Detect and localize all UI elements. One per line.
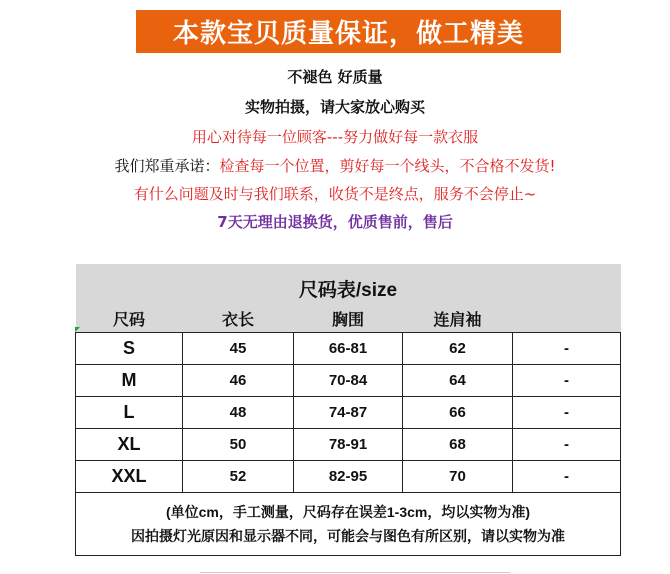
color-note: 因拍摄灯光原因和显示器不同，可能会与图色有所区别，请以实物为准: [131, 528, 565, 544]
size-note: [76, 493, 621, 556]
length-cell: 45: [183, 333, 294, 365]
header-size: 尺码: [76, 304, 183, 333]
header-extra: [513, 304, 621, 333]
length-cell: 48: [183, 397, 294, 429]
banner-text: 本款宝贝质量保证，做工精美: [172, 19, 524, 49]
title-banner: [136, 10, 561, 53]
extra-cell: -: [513, 429, 621, 461]
header-chest: 胸围: [294, 304, 403, 333]
header-length: 衣长: [183, 304, 294, 333]
size-cell: M: [76, 365, 183, 397]
sleeve-cell: 66: [403, 397, 513, 429]
chest-cell: 78-91: [294, 429, 403, 461]
length-cell: 52: [183, 461, 294, 493]
table-row: [76, 365, 621, 397]
sleeve-cell: 62: [403, 333, 513, 365]
chest-cell: 66-81: [294, 333, 403, 365]
cell-corner-marker: [75, 327, 80, 332]
return-policy-line: 7天无理由退换货，优质售前，售后: [217, 213, 453, 231]
photo-line: 实物拍摄，请大家放心购买: [244, 98, 425, 116]
extra-cell: -: [513, 461, 621, 493]
length-cell: 50: [183, 429, 294, 461]
customer-line: 用心对待每一位顾客---努力做好每一款衣服: [191, 128, 479, 146]
measurement-note: (单位cm，手工测量，尺码存在误差1-3cm，均以实物为准): [165, 504, 531, 520]
bottom-divider: [200, 572, 510, 573]
chest-cell: 70-84: [294, 365, 403, 397]
chest-cell: 74-87: [294, 397, 403, 429]
table-row: [76, 397, 621, 429]
size-chart-title: 尺码表/size: [76, 264, 621, 304]
extra-cell: -: [513, 397, 621, 429]
quality-line: 不褪色 好质量: [287, 68, 383, 86]
size-cell: S: [76, 333, 183, 365]
table-row: [76, 333, 621, 365]
promise-line: [0, 155, 670, 176]
chest-cell: 82-95: [294, 461, 403, 493]
size-note-row: [76, 493, 621, 556]
length-cell: 46: [183, 365, 294, 397]
size-cell: L: [76, 397, 183, 429]
promise-text: 检查每一个位置，剪好每一个线头，不合格不发货!: [219, 157, 556, 175]
size-cell: XXL: [76, 461, 183, 493]
size-chart-header-row: [76, 304, 621, 333]
service-line: 有什么问题及时与我们联系，收货不是终点，服务不会停止~: [133, 185, 537, 203]
sleeve-cell: 70: [403, 461, 513, 493]
header-sleeve: 连肩袖: [403, 304, 513, 333]
extra-cell: -: [513, 333, 621, 365]
sleeve-cell: 64: [403, 365, 513, 397]
table-row: [76, 429, 621, 461]
sleeve-cell: 68: [403, 429, 513, 461]
table-row: [76, 461, 621, 493]
size-chart-title-row: [76, 264, 621, 304]
size-cell: XL: [76, 429, 183, 461]
extra-cell: -: [513, 365, 621, 397]
promise-prefix: 我们郑重承诺：: [114, 157, 220, 175]
size-chart-table: [75, 264, 621, 556]
